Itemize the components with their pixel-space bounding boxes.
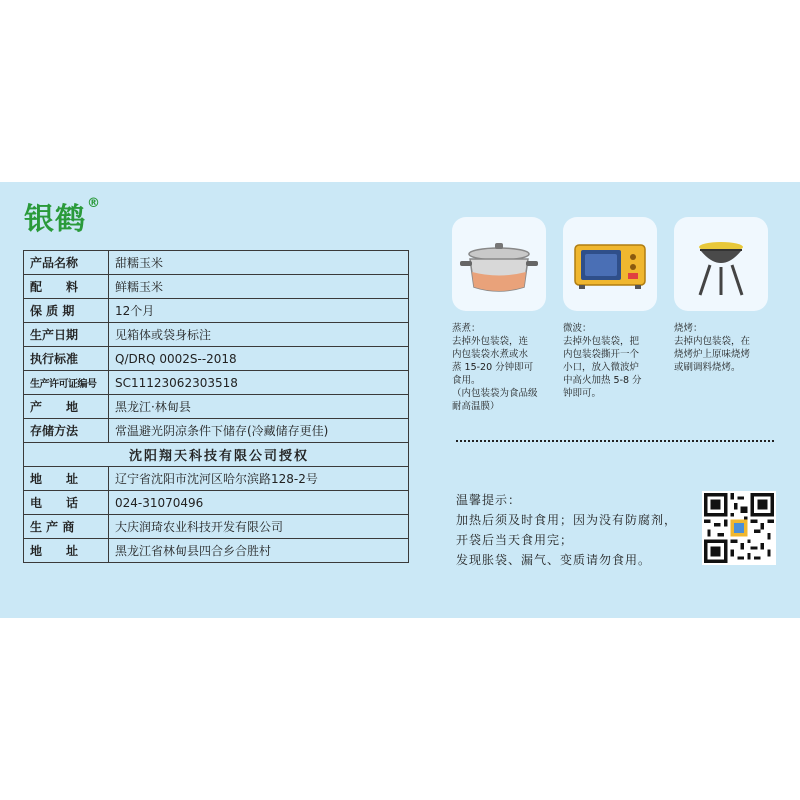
- method-line: 去掉外包装袋，把: [563, 336, 640, 347]
- row-key: 配 料: [24, 275, 109, 299]
- grill-icon-card: [674, 217, 768, 311]
- row-key: 保 质 期: [24, 299, 109, 323]
- method-line: 去掉外包装袋，连: [452, 336, 529, 347]
- grill-icon: [674, 217, 768, 311]
- row-value: 黑龙江省林甸县四合乡合胜村: [109, 539, 409, 563]
- row-value: Q/DRQ 0002S--2018: [109, 347, 409, 371]
- tips-line: 加热后须及时食用；因为没有防腐剂，: [456, 513, 678, 527]
- table-row: [24, 419, 409, 443]
- row-value: 黑龙江·林甸县: [109, 395, 409, 419]
- table-row: [24, 395, 409, 419]
- method-title: 烧烤：: [674, 323, 703, 334]
- row-key: 生产日期: [24, 323, 109, 347]
- method-line: 蒸 15-20 分钟即可: [452, 362, 534, 373]
- method-line: 或刷调料烧烤。: [674, 362, 741, 373]
- row-key: 执行标准: [24, 347, 109, 371]
- brand-name: 银鹤: [24, 202, 86, 237]
- method-line: 小口，放入微波炉: [563, 362, 640, 373]
- tips-block: [456, 490, 677, 570]
- method-line: 内包装袋撕开一个: [563, 349, 640, 360]
- dotted-divider: [456, 440, 774, 442]
- pot-icon: [452, 217, 546, 311]
- method-line: 中高火加热 5-8 分: [563, 375, 642, 386]
- qr-code-icon: [704, 493, 774, 563]
- tips-line: 开袋后当天食用完；: [456, 533, 574, 547]
- method-line: 烧烤炉上原味烧烤: [674, 349, 751, 360]
- row-value: 常温避光阴凉条件下储存(冷藏储存更佳): [109, 419, 409, 443]
- method-line: 钟即可。: [563, 388, 602, 399]
- method-grill: [674, 322, 774, 374]
- microwave-icon-card: [563, 217, 657, 311]
- table-row: [24, 275, 409, 299]
- tips-line: 发现胀袋、漏气、变质请勿食用。: [456, 553, 652, 567]
- method-microwave: [563, 322, 663, 400]
- tips-title: 温馨提示：: [456, 493, 522, 507]
- table-row: [24, 491, 409, 515]
- method-line: 食用。: [452, 375, 481, 386]
- product-info-table: [23, 250, 409, 563]
- method-title: 蒸煮：: [452, 323, 481, 334]
- row-value: 甜糯玉米: [109, 251, 409, 275]
- method-line: 耐高温膜）: [452, 401, 500, 412]
- table-row: [24, 251, 409, 275]
- method-title: 微波：: [563, 323, 592, 334]
- row-key: 产 地: [24, 395, 109, 419]
- row-value: SC11123062303518: [109, 371, 409, 395]
- pot-icon-card: [452, 217, 546, 311]
- qr-code: [702, 491, 776, 565]
- row-value: 鲜糯玉米: [109, 275, 409, 299]
- table-row: [24, 347, 409, 371]
- row-value: 见箱体或袋身标注: [109, 323, 409, 347]
- row-key: 产品名称: [24, 251, 109, 275]
- row-key: 生 产 商: [24, 515, 109, 539]
- microwave-icon: [563, 217, 657, 311]
- method-line: 去掉内包装袋，在: [674, 336, 751, 347]
- table-row: [24, 371, 409, 395]
- row-value: 12个月: [109, 299, 409, 323]
- row-key: 地 址: [24, 539, 109, 563]
- table-row: [24, 443, 409, 467]
- row-value: 024-31070496: [109, 491, 409, 515]
- table-row: [24, 539, 409, 563]
- table-row: [24, 467, 409, 491]
- row-value: 大庆润琦农业科技开发有限公司: [109, 515, 409, 539]
- table-row: [24, 299, 409, 323]
- row-key: 存储方法: [24, 419, 109, 443]
- method-steam: [452, 322, 552, 413]
- table-row: [24, 515, 409, 539]
- row-key: 电 话: [24, 491, 109, 515]
- method-line: 内包装袋水煮或水: [452, 349, 529, 360]
- row-value: 辽宁省沈阳市沈河区哈尔滨路128-2号: [109, 467, 409, 491]
- brand-logo: [24, 194, 100, 238]
- registered-mark: ®: [87, 196, 101, 211]
- authorized-by: 沈阳翔天科技有限公司授权: [24, 443, 409, 467]
- row-key: 地 址: [24, 467, 109, 491]
- table-row: [24, 323, 409, 347]
- method-line: （内包装袋为食品级: [452, 388, 538, 399]
- row-key: 生产许可证编号: [24, 371, 109, 395]
